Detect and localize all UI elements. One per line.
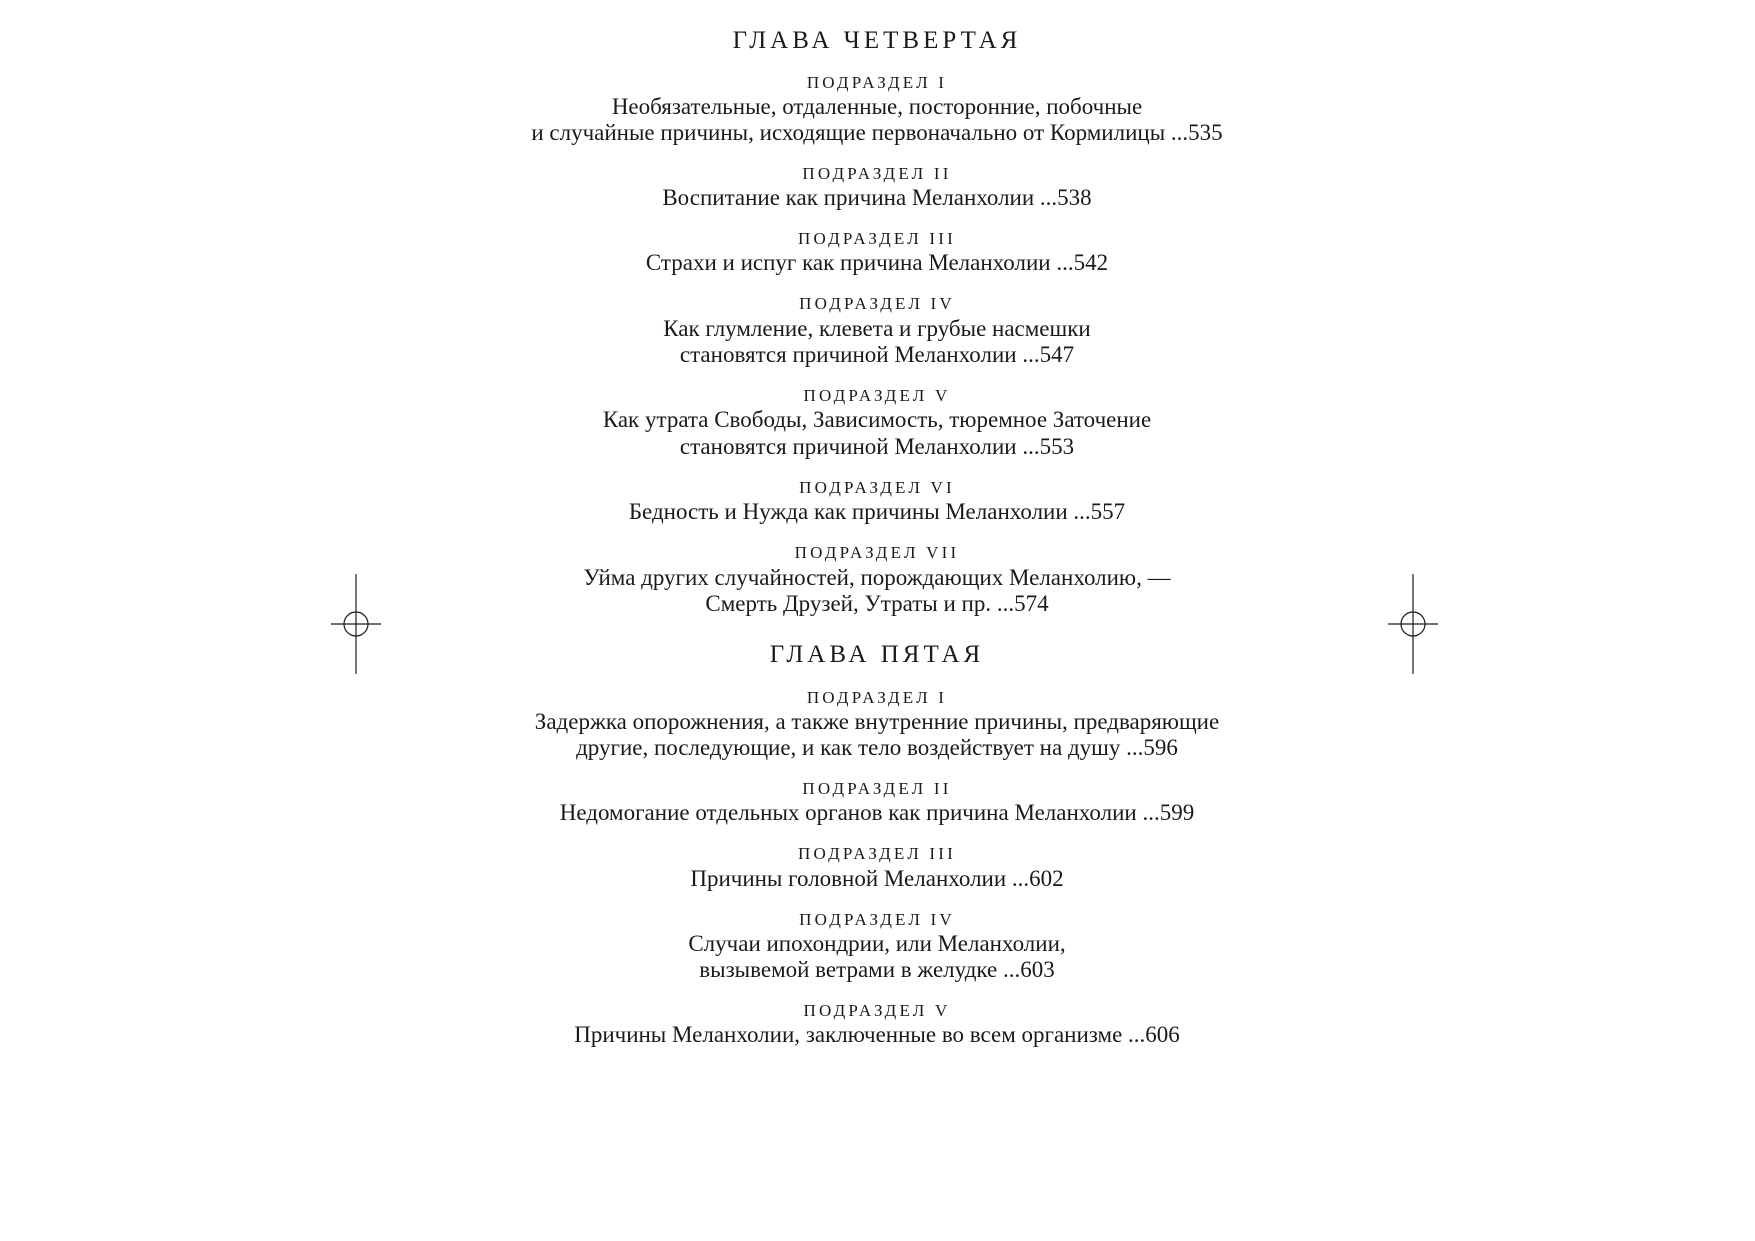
entry-line: Как глумление, клевета и грубые насмешки [663,316,1091,341]
entry-line: Причины головной Меланхолии ...602 [690,866,1064,891]
entry-line: Необязательные, отдаленные, посторонние, побочные [611,94,1143,119]
entry-line: Как утрата Свободы, Зависимость, тюремное Заточение [602,407,1152,432]
section-label: ПОДРАЗДЕЛ IV [799,910,955,929]
section-label: ПОДРАЗДЕЛ II [802,779,952,798]
section-label: ПОДРАЗДЕЛ V [803,386,951,405]
entry-line: Задержка опорожнения, а также внутренние причины, предваряющие [534,709,1220,734]
entry-line: становятся причиной Меланхолии ...547 [679,342,1075,367]
chapter-title: ГЛАВА ЧЕТВЕРТАЯ [732,27,1022,54]
section-label: ПОДРАЗДЕЛ I [806,73,948,92]
chapter-title: ГЛАВА ПЯТАЯ [769,641,985,668]
registration-mark-right-icon [1388,574,1438,674]
section-label: ПОДРАЗДЕЛ VII [794,543,960,562]
section-label: ПОДРАЗДЕЛ I [806,688,948,707]
registration-mark-left-icon [331,574,381,674]
entry-line: Бедность и Нужда как причины Меланхолии ...557 [628,499,1126,524]
table-of-contents [377,0,1377,1241]
entry-line: Смерть Друзей, Утраты и пр. ...574 [705,591,1049,616]
entry-line: становятся причиной Меланхолии ...553 [679,434,1075,459]
entry-line: и случайные причины, исходящие первоначально от Кормилицы ...535 [531,120,1223,145]
entry-line: вызывемой ветрами в желудке ...603 [699,957,1055,982]
section-label: ПОДРАЗДЕЛ IV [799,294,955,313]
entry-line: Недомогание отдельных органов как причина Меланхолии ...599 [559,800,1195,825]
section-label: ПОДРАЗДЕЛ VI [799,478,955,497]
entry-line: Случаи ипохондрии, или Меланхолии, [688,931,1066,956]
section-label: ПОДРАЗДЕЛ V [803,1001,951,1020]
entry-line: Воспитание как причина Меланхолии ...538 [662,185,1092,210]
entry-line: Страхи и испуг как причина Меланхолии ...542 [645,250,1109,275]
entry-line: Уйма других случайностей, порождающих Меланхолию, — [583,565,1171,590]
entry-line: другие, последующие, и как тело воздействует на душу ...596 [576,735,1178,760]
section-label: ПОДРАЗДЕЛ II [802,164,952,183]
section-label: ПОДРАЗДЕЛ III [797,229,957,248]
entry-line: Причины Меланхолии, заключенные во всем организме ...606 [574,1022,1180,1047]
section-label: ПОДРАЗДЕЛ III [797,844,957,863]
